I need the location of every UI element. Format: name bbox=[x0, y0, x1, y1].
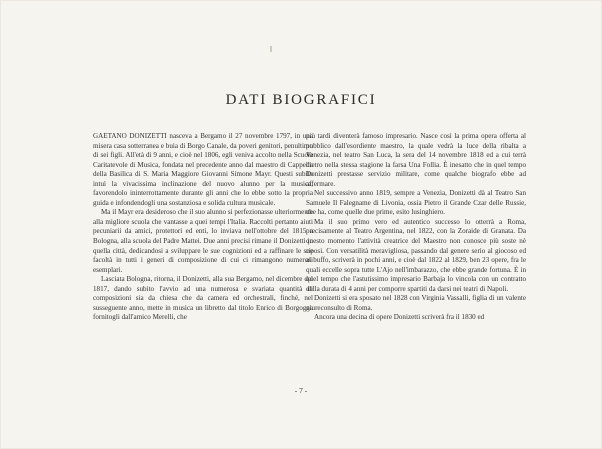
paragraph: Nel successivo anno 1819, sempre a Venezia, Donizetti dà al Teatro San Samuele Il Falegname di Livonia, ossia Pietro il Grande Czar delle Russie, che ha, come quelle due prime, esito lusinghiero. bbox=[306, 189, 526, 217]
page-number: - 7 - bbox=[294, 386, 308, 395]
paragraph: GAETANO DONIZETTI nasceva a Bergamo il 27 novembre 1797, in una misera casa sotterranea e buia di Borgo Canale, da poveri genitori, penultimo di sei figli. All'età di 9 anni, e cioè nel 1806, egli veniva accolto nella Scuola Caritatevole di Musica, fondata nel precedente anno dal maestro di Cappella della Basilica di S. Maria Maggiore Giovanni Simone Mayr. Questi subito intuì la vivacissima inclinazione del nuovo alunno per la musica, favorendolo ininterrottamente durante gli anni che lo ebbe sotto la propria guida e infondendogli una sostanziosa e solida cultura musicale. bbox=[93, 132, 313, 207]
page-title: DATI BIOGRAFICI bbox=[225, 92, 377, 108]
page-top-mark bbox=[270, 46, 272, 52]
paragraph: Lasciata Bologna, ritorna, il Donizetti, alla sua Bergamo, nel dicembre del 1817, dando subito l'avvio ad una numerosa e svariata quantità di composizioni sia da chiesa che da camera ed orchestrali, finché, nel susseguente anno, mette in musica un libretto dal titolo Enrico di Borgogna fornitogli dall'amico Merelli, che bbox=[93, 275, 313, 322]
paragraph: Donizetti si era sposato nel 1828 con Virginia Vassalli, figlia di un valente giureconsulto di Roma. bbox=[306, 294, 526, 312]
paragraph: più tardi diventerà famoso impresario. Nasce così la prima opera offerta al pubblico dall'esordiente maestro, la quale vedrà la luce della ribalta a Venezia, nel teatro San Luca, la sera del 14 novembre 1818 ed a cui terrà dietro nella stessa stagione la farsa Una Follia. È inesatto che in quel tempo Donizetti prestasse servizio militare, come qualche biografo ebbe ad affermare. bbox=[306, 132, 526, 188]
paragraph: Ma il Mayr era desideroso che il suo alunno si perfezionasse ulteriormente alla migliore scuola che vantasse a quei tempi l'Italia. Raccolti pertanto aiuti pecuniarii da amici, protettori ed enti, lo inviava nell'ottobre del 1815 a Bologna, alla scuola del Padre Mattei. Due anni precisi rimane il Donizetti in quella città, dedicandosi a sviluppare le sue cognizioni ed a raffinare le sue facoltà in tutti i generi di composizione di cui ci rimangono numerosi esemplari. bbox=[93, 208, 313, 274]
text-column-left bbox=[93, 132, 313, 323]
paragraph: Ancora una decina di opere Donizetti scriverà fra il 1830 ed bbox=[314, 313, 485, 322]
paragraph: Ma il suo primo vero ed autentico successo lo otterrà a Roma, precisamente al Teatro Argentina, nel 1822, con la Zoraide di Granata. Da questo momento l'attività creatrice del Maestro non conosce più soste nè riposi. Con versatilità meravigliosa, passando dal genere serio al giocoso ed al buffo, scriverà in pochi anni, e cioè dal 1822 al 1829, ben 23 opere, fra le quali eccelle sopra tutte L'Ajo nell'imbarazzo, che ebbe grande fortuna. È in quel tempo che l'astutissimo impresario Barbaja lo vincola con un contratto della durata di 4 anni per comporre spartiti da darsi nei teatri di Napoli. bbox=[306, 217, 526, 293]
text-column-right bbox=[306, 132, 526, 323]
